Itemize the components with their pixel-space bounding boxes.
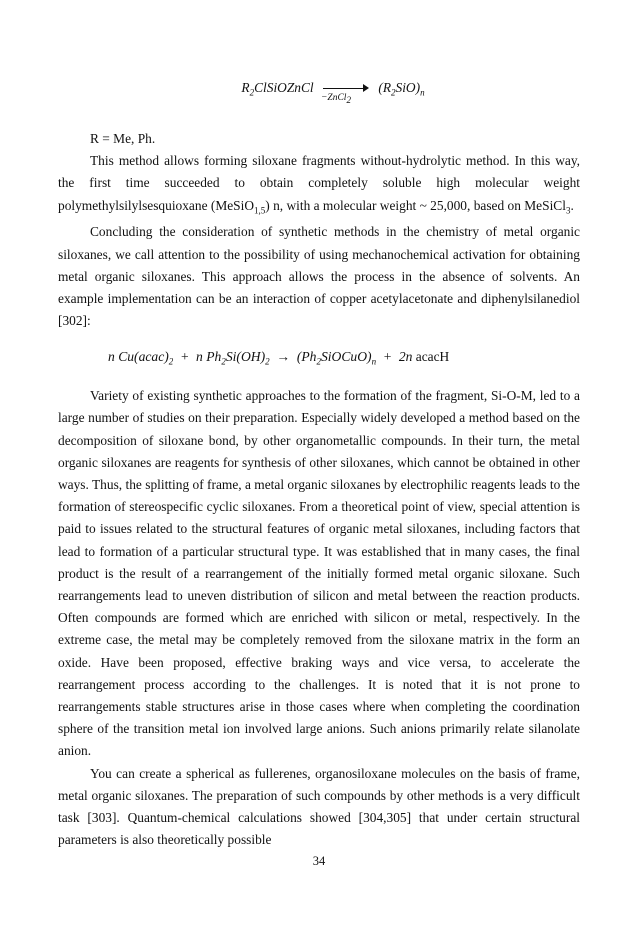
equation-1-lhs: $R_2ClSiOZnCl$ (241, 80, 314, 98)
page-number: 34 (312, 854, 326, 868)
equation-1-content (241, 80, 425, 105)
body-text (58, 128, 580, 851)
paragraph-fullerenes: You can create a spherical as fullerenes, organosiloxane molecules on the basis of frame, metal organic siloxanes. The preparation of such compounds by other methods is a very difficult task [303]. Quantum-chemical calculations showed [304,305] that under certain structural parameters is also theoretically possible (58, 765, 580, 848)
reaction-equation-1 (0, 80, 638, 114)
arrow-line (323, 88, 365, 89)
reaction-equation-2 (108, 346, 580, 373)
equation-2-product: acacH (412, 348, 450, 364)
paragraph-mechanochemical: Concluding the consideration of synthetic methods in the chemistry of metal organic siloxanes, we call attention to the possibility of using mechanochemical activation for obtaining metal organic siloxanes. This approach allows the process in the absence of solvents. An example implementation can be an interaction of copper acetylacetonate and diphenylsilanediol [302]: (58, 224, 580, 329)
equation-2-formula: n $Cu(acac)_2 + n$ $Ph_2Si(OH)_2$ → $(Ph_2SiOCuO)_n + 2n$ (108, 348, 413, 367)
paragraph-r-definition: R = Me, Ph. (90, 131, 156, 146)
equation-1-rhs: $(R_2SiO)_n$ (378, 80, 425, 98)
reaction-arrow (321, 81, 369, 105)
arrow-head-icon (363, 84, 369, 92)
paragraph-synthetic-approaches: Variety of existing synthetic approaches to the formation of the fragment, Si-O-M, led to a large number of studies on their preparation. Especially widely developed a method based on the decomposition of siloxane bond, by other organometallic compounds. In their turn, the metal organic siloxanes are reagents for synthesis of other siloxanes, which cannot be obtained in other ways. Thus, the splitting of frame, a metal organic siloxanes by electrophilic reagents leads to the formation of stereospecific cyclic siloxanes. From a theoretical point of view, special attention is paid to issues related to the structural features of organic metal siloxanes, including factors that lead to formation of a particular structural type. It was established that in many cases, the final product is the result of a rearrangement of the initially formed metal organic siloxane. Such rearrangements lead to uneven distribution of silicon and metal between the reaction products. Often compounds are formed which are enriched with silicon or metal, respectively. In the extreme case, the metal may be completely removed from the siloxane matrix in the form an oxide. Have been proposed, effective braking ways and vice versa, to accelerate the rearrangement process according to the challenges. It is noted that it is not prone to rearrangements stable structures arise in those cases where when completing the coordination sphere of the transition metal ion involved large anions. Such anions primarily relate silanolate anion. (58, 388, 580, 759)
arrow-condition: −ZnCl$_2$ (321, 92, 351, 105)
paragraph-method: This method allows forming siloxane fragments without-hydrolytic method. In this way, the first time succeeded to obtain completely soluble high molecular weight polymethylsilylsesquioxane (MeSiO$_{1,5}$) n, with a molecular weight ~ 25,000, based on MeSiCl$_3$. (58, 153, 580, 216)
